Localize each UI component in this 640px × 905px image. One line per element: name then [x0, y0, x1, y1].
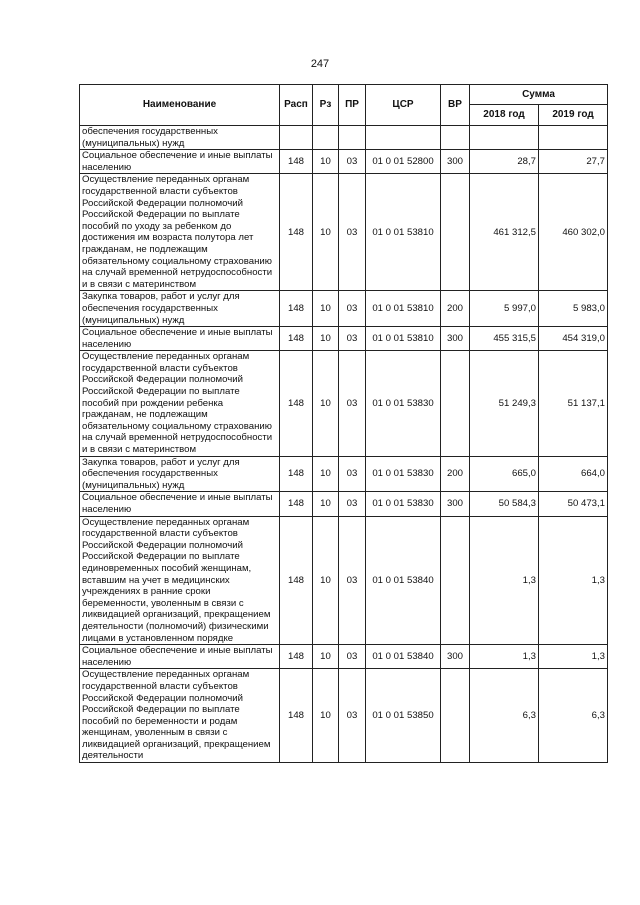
- row-rz: 10: [313, 174, 339, 291]
- row-vr: 300: [441, 150, 470, 174]
- row-vr: [441, 174, 470, 291]
- row-rasp: 148: [280, 291, 313, 327]
- row-pr: 03: [339, 492, 366, 516]
- row-sum-2019: 6,3: [539, 669, 608, 763]
- row-sum-2019: [539, 126, 608, 150]
- row-vr: 300: [441, 327, 470, 351]
- row-vr: 300: [441, 645, 470, 669]
- row-name: Закупка товаров, работ и услуг для обеспечения государственных (муниципальных) нужд: [80, 291, 280, 327]
- header-vr: ВР: [441, 85, 470, 126]
- row-rz: 10: [313, 351, 339, 456]
- row-sum-2019: 460 302,0: [539, 174, 608, 291]
- row-vr: [441, 516, 470, 645]
- row-pr: 03: [339, 174, 366, 291]
- table-row: [80, 645, 608, 669]
- row-rz: 10: [313, 516, 339, 645]
- table-row: [80, 492, 608, 516]
- row-csr: 01 0 01 53830: [366, 351, 441, 456]
- row-rasp: 148: [280, 456, 313, 492]
- row-sum-2019: 27,7: [539, 150, 608, 174]
- table-row: [80, 150, 608, 174]
- row-rasp: 148: [280, 327, 313, 351]
- row-sum-2018: 1,3: [470, 516, 539, 645]
- row-pr: 03: [339, 291, 366, 327]
- row-name: Осуществление переданных органам государственной власти субъектов Российской Федерации полномочий Российской Федерации по выплате пособий по беременности и родам женщинам, уволенным в связи с ликвидацией организаций, прекращением деятельности: [80, 669, 280, 763]
- row-vr: [441, 126, 470, 150]
- row-sum-2019: 51 137,1: [539, 351, 608, 456]
- table-row: [80, 456, 608, 492]
- row-rz: 10: [313, 327, 339, 351]
- header-year-2018: 2018 год: [470, 105, 539, 126]
- row-name: Социальное обеспечение и иные выплаты населению: [80, 327, 280, 351]
- row-csr: 01 0 01 53830: [366, 456, 441, 492]
- table-row: [80, 669, 608, 763]
- row-csr: 01 0 01 53810: [366, 174, 441, 291]
- row-sum-2018: 455 315,5: [470, 327, 539, 351]
- row-sum-2018: 51 249,3: [470, 351, 539, 456]
- row-rz: 10: [313, 645, 339, 669]
- row-name: Социальное обеспечение и иные выплаты населению: [80, 150, 280, 174]
- budget-table: [79, 84, 608, 763]
- table-row: [80, 516, 608, 645]
- header-rasp: Расп: [280, 85, 313, 126]
- row-sum-2018: 50 584,3: [470, 492, 539, 516]
- row-sum-2018: 6,3: [470, 669, 539, 763]
- row-rz: 10: [313, 456, 339, 492]
- table-row: [80, 126, 608, 150]
- table-body: [80, 126, 608, 763]
- row-csr: 01 0 01 53810: [366, 327, 441, 351]
- row-vr: 300: [441, 492, 470, 516]
- header-sum: Сумма: [470, 85, 608, 105]
- row-pr: 03: [339, 669, 366, 763]
- row-rasp: 148: [280, 516, 313, 645]
- row-sum-2018: 1,3: [470, 645, 539, 669]
- row-sum-2018: [470, 126, 539, 150]
- row-sum-2019: 664,0: [539, 456, 608, 492]
- row-name: обеспечения государственных (муниципальных) нужд: [80, 126, 280, 150]
- page-number: 247: [310, 58, 330, 70]
- row-csr: 01 0 01 53830: [366, 492, 441, 516]
- row-rasp: [280, 126, 313, 150]
- row-pr: 03: [339, 516, 366, 645]
- row-csr: [366, 126, 441, 150]
- row-pr: [339, 126, 366, 150]
- row-name: Социальное обеспечение и иные выплаты населению: [80, 492, 280, 516]
- row-csr: 01 0 01 53840: [366, 516, 441, 645]
- row-pr: 03: [339, 327, 366, 351]
- row-sum-2018: 461 312,5: [470, 174, 539, 291]
- row-name: Закупка товаров, работ и услуг для обеспечения государственных (муниципальных) нужд: [80, 456, 280, 492]
- row-sum-2019: 5 983,0: [539, 291, 608, 327]
- row-pr: 03: [339, 150, 366, 174]
- row-rz: 10: [313, 669, 339, 763]
- row-csr: 01 0 01 53840: [366, 645, 441, 669]
- row-sum-2019: 1,3: [539, 645, 608, 669]
- row-pr: 03: [339, 645, 366, 669]
- row-rz: 10: [313, 150, 339, 174]
- row-vr: [441, 351, 470, 456]
- table-row: [80, 174, 608, 291]
- row-name: Осуществление переданных органам государственной власти субъектов Российской Федерации полномочий Российской Федерации по выплате пособий по уходу за ребенком до достижения им возраста полутора лет гражданам, не подлежащим обязательному социальному страхованию на случай временной нетрудоспособности и в связи с материнством: [80, 174, 280, 291]
- row-rasp: 148: [280, 492, 313, 516]
- row-vr: [441, 669, 470, 763]
- row-rasp: 148: [280, 150, 313, 174]
- row-rz: 10: [313, 291, 339, 327]
- row-sum-2019: 1,3: [539, 516, 608, 645]
- header-pr: ПР: [339, 85, 366, 126]
- row-name: Осуществление переданных органам государственной власти субъектов Российской Федерации полномочий Российской Федерации по выплате пособий при рождении ребенка гражданам, не подлежащим обязательному социальному страхованию на случай временной нетрудоспособности и в связи с материнством: [80, 351, 280, 456]
- header-rz: Рз: [313, 85, 339, 126]
- table-row: [80, 291, 608, 327]
- row-rasp: 148: [280, 351, 313, 456]
- row-rz: 10: [313, 492, 339, 516]
- row-sum-2018: 5 997,0: [470, 291, 539, 327]
- row-csr: 01 0 01 52800: [366, 150, 441, 174]
- row-rasp: 148: [280, 669, 313, 763]
- row-sum-2019: 454 319,0: [539, 327, 608, 351]
- table-row: [80, 327, 608, 351]
- row-csr: 01 0 01 53850: [366, 669, 441, 763]
- row-rasp: 148: [280, 645, 313, 669]
- row-pr: 03: [339, 456, 366, 492]
- row-name: Осуществление переданных органам государственной власти субъектов Российской Федерации полномочий Российской Федерации по выплате единовременных пособий женщинам, вставшим на учет в медицинских учреждениях в ранние сроки беременности, уволенным в связи с ликвидацией организаций, прекращением деятельности (полномочий) физическими лицами в установленном порядке: [80, 516, 280, 645]
- row-rz: [313, 126, 339, 150]
- table-row: [80, 351, 608, 456]
- row-vr: 200: [441, 456, 470, 492]
- row-sum-2018: 665,0: [470, 456, 539, 492]
- header-year-2019: 2019 год: [539, 105, 608, 126]
- row-sum-2019: 50 473,1: [539, 492, 608, 516]
- row-pr: 03: [339, 351, 366, 456]
- header-name: Наименование: [80, 85, 280, 126]
- row-sum-2018: 28,7: [470, 150, 539, 174]
- header-csr: ЦСР: [366, 85, 441, 126]
- row-rasp: 148: [280, 174, 313, 291]
- row-name: Социальное обеспечение и иные выплаты населению: [80, 645, 280, 669]
- row-vr: 200: [441, 291, 470, 327]
- row-csr: 01 0 01 53810: [366, 291, 441, 327]
